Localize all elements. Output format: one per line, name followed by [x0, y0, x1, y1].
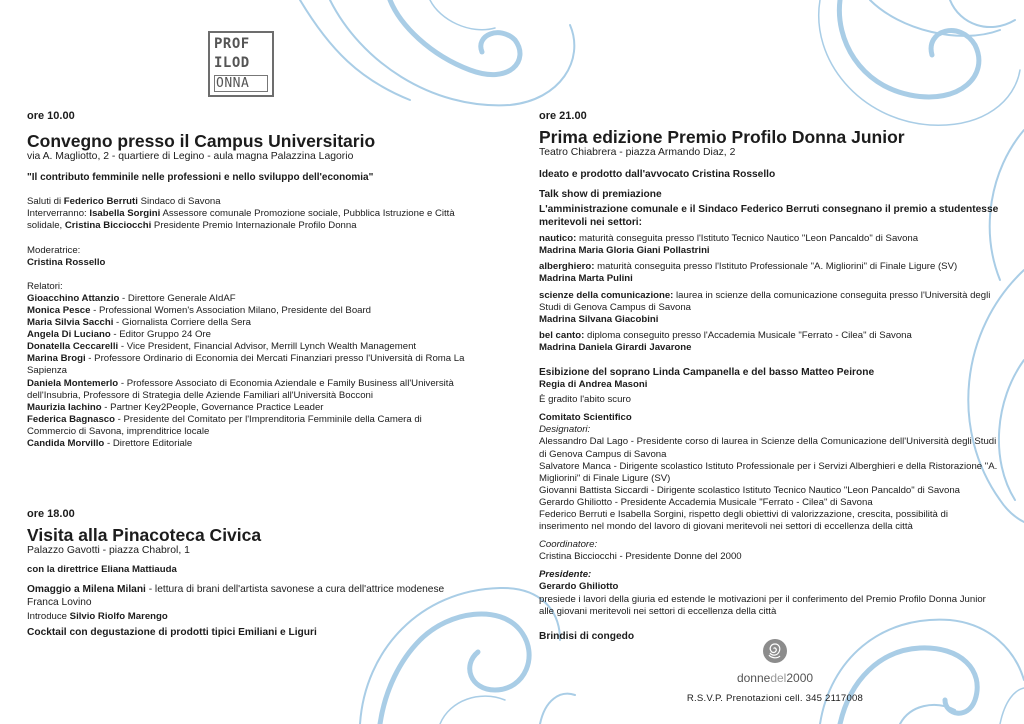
- session2-time: ore 18.00: [27, 508, 75, 521]
- regia-line: Regia di Andrea Masoni: [539, 379, 648, 391]
- relatore-item: Federica Bagnasco - Presidente del Comitato per l'Imprenditoria Femminile della Camera di Commercio di Savona, imprenditrice locale: [27, 413, 422, 437]
- relatore-item: Marina Brogi - Professore Ordinario di Economia dei Mercati Finanziari presso l'Università di Roma La Sapienza: [27, 353, 465, 377]
- session3-time: ore 21.00: [539, 110, 587, 122]
- moderatrice-name: Cristina Rossello: [27, 256, 106, 268]
- relatore-item: Angela Di Luciano - Editor Gruppo 24 Ore: [27, 329, 211, 341]
- right-column: [539, 110, 999, 643]
- logo-line-3: ONNA: [214, 75, 268, 92]
- settore-item: scienze della comunicazione: laurea in scienze della comunicazione conseguita presso l'Università degli Studi di Genova Campus di Savona Madrina Silvana Giacobini: [539, 290, 999, 326]
- ideato-line: Ideato e prodotto dall'avvocato Cristina Rossello: [539, 169, 776, 181]
- moderatrice-label: Moderatrice:: [27, 244, 81, 256]
- relatore-item: Monica Pesce - Professional Women's Association Milano, Presidente del Board: [27, 304, 372, 316]
- relatori-list: [27, 293, 467, 450]
- comitato-label: Comitato Scientifico: [539, 412, 632, 424]
- settore-item: bel canto: diploma conseguito presso l'Accademia Musicale "Ferrato - Cilea" di Savona Madrina Daniela Girardi Javarone: [539, 330, 999, 354]
- relatore-item: Gioacchino Attanzio - Direttore Generale AIdAF: [27, 292, 236, 304]
- settore-item: nautico: maturità conseguita presso l'Istituto Tecnico Nautico "Leon Pancaldo" di Savona Madrina Maria Gloria Giani Pollastrini: [539, 233, 999, 257]
- session1-theme: "Il contributo femminile nelle professioni e nello sviluppo dell'economia": [27, 172, 374, 184]
- presidente-label: Presidente:: [539, 569, 592, 581]
- relatore-item: Maurizia Iachino - Partner Key2People, Governance Practice Leader: [27, 401, 324, 413]
- session2-omaggio: Omaggio a Milena Milani - lettura di brani dell'artista savonese a cura dell'attrice modenese Franca Lovino: [27, 584, 445, 609]
- talk-show-line: Talk show di premiazione: [539, 189, 662, 201]
- session1-title: Convegno presso il Campus Universitario: [27, 131, 376, 152]
- relatore-item: Candida Morvillo - Direttore Editoriale: [27, 437, 193, 449]
- presidente-name: Gerardo Ghiliotto: [539, 581, 619, 593]
- madrina-name: Madrina Maria Gloria Giani Pollastrini: [539, 245, 710, 257]
- session2-location: Palazzo Gavotti - piazza Chabrol, 1: [27, 545, 190, 557]
- madrina-name: Madrina Silvana Giacobini: [539, 313, 659, 325]
- relatori-label: Relatori:: [27, 280, 63, 292]
- session3-location: Teatro Chiabrera - piazza Armando Diaz, 2: [539, 147, 736, 159]
- brindisi-line: Brindisi di congedo: [539, 630, 635, 642]
- session2-cocktail: Cocktail con degustazione di prodotti tipici Emiliani e Liguri: [27, 627, 317, 639]
- session2-title: Visita alla Pinacoteca Civica: [27, 525, 262, 546]
- coordinatore-name: Cristina Bicciocchi - Presidente Donne del 2000: [539, 551, 742, 563]
- left-column: [27, 110, 467, 639]
- session3-title: Prima edizione Premio Profilo Donna Junior: [539, 127, 905, 148]
- relatore-item: Daniela Montemerlo - Professore Associato di Economia Aziendale e Family Business all'Università dell'Insubria, Professore di Strategia delle Aziende Familiari all'Università Bocconi: [27, 377, 454, 401]
- coordinatore-label: Coordinatore:: [539, 539, 598, 551]
- session2-direttrice: con la direttrice Eliana Mattiauda: [27, 564, 177, 576]
- logo-line-2: ILOD: [214, 55, 250, 71]
- rose-icon: [762, 638, 788, 664]
- session1-time: ore 10.00: [27, 110, 75, 122]
- profilo-donna-logo: [208, 31, 274, 97]
- presidente-desc: presiede i lavori della giuria ed estende le motivazioni per il conferimento del Premio Profilo Donna Junior alle giovani meritevoli nei settori di eccellenza della città: [539, 593, 986, 617]
- brand-name: donnedel2000: [736, 671, 814, 685]
- settori-list: [539, 233, 999, 354]
- relatore-item: Maria Silvia Sacchi - Giornalista Corriere della Sera: [27, 317, 251, 329]
- amministrazione-line: L'amministrazione comunale e il Sindaco Federico Berruti consegnano il premio a studentesse meritevoli nei settori:: [539, 204, 999, 229]
- settore-item: alberghiero: maturità conseguita presso l'Istituto Professionale "A. Migliorini" di Finale Ligure (SV) Madrina Marta Pulini: [539, 261, 999, 285]
- rsvp-line: R.S.V.P. Prenotazioni cell. 345 2117008: [686, 693, 864, 704]
- gradito-line: È gradito l'abito scuro: [539, 394, 631, 406]
- session2-introduce: Introduce Silvio Riolfo Marengo: [27, 611, 168, 623]
- madrina-name: Madrina Marta Pulini: [539, 273, 633, 285]
- footer: [680, 638, 870, 704]
- logo-line-1: PROF: [214, 36, 250, 52]
- interverranno-line: Interverranno: Isabella Sorgini Assessore comunale Promozione sociale, Pubblica Istruzione e Città solidale, Cristina Bicciocchi Presidente Premio Internazionale Profilo Donna: [27, 208, 455, 232]
- madrina-name: Madrina Daniela Girardi Javarone: [539, 341, 692, 353]
- esibizione-line: Esibizione del soprano Linda Campanella e del basso Matteo Peirone: [539, 367, 875, 379]
- saluti-line: Saluti di Federico Berruti Sindaco di Savona: [27, 196, 221, 208]
- designatori-text: Alessandro Dal Lago - Presidente corso di laurea in Scienze della Comunicazione dell'Università degli Studi di Genova Campus di Savona Salvatore Manca - Dirigente scolastico Istituto Professionale per i Servizi Alberghieri e della Ristorazione "A. Migliorini" di Finale Ligure (SV) Giovanni Battista Siccardi - Dirigente scolastico Istituto Tecnico Nautico "Leon Pancaldo" di Savona Gerardo Ghiliotto - Presidente Accademia Musicale "Ferrato - Cilea" di Savona Federico Berruti e Isabella Sorgini, rispetto degli obiettivi di valorizzazione, crescita, possibilità di inserimento nel mondo del lavoro di giovani meritevoli nei settori di eccellenza della città: [539, 436, 998, 533]
- designatori-label: Designatori:: [539, 424, 591, 436]
- session1-location: via A. Magliotto, 2 - quartiere di Legino - aula magna Palazzina Lagorio: [27, 151, 354, 163]
- relatore-item: Donatella Ceccarelli - Vice President, Financial Advisor, Merrill Lynch Wealth Management: [27, 341, 417, 353]
